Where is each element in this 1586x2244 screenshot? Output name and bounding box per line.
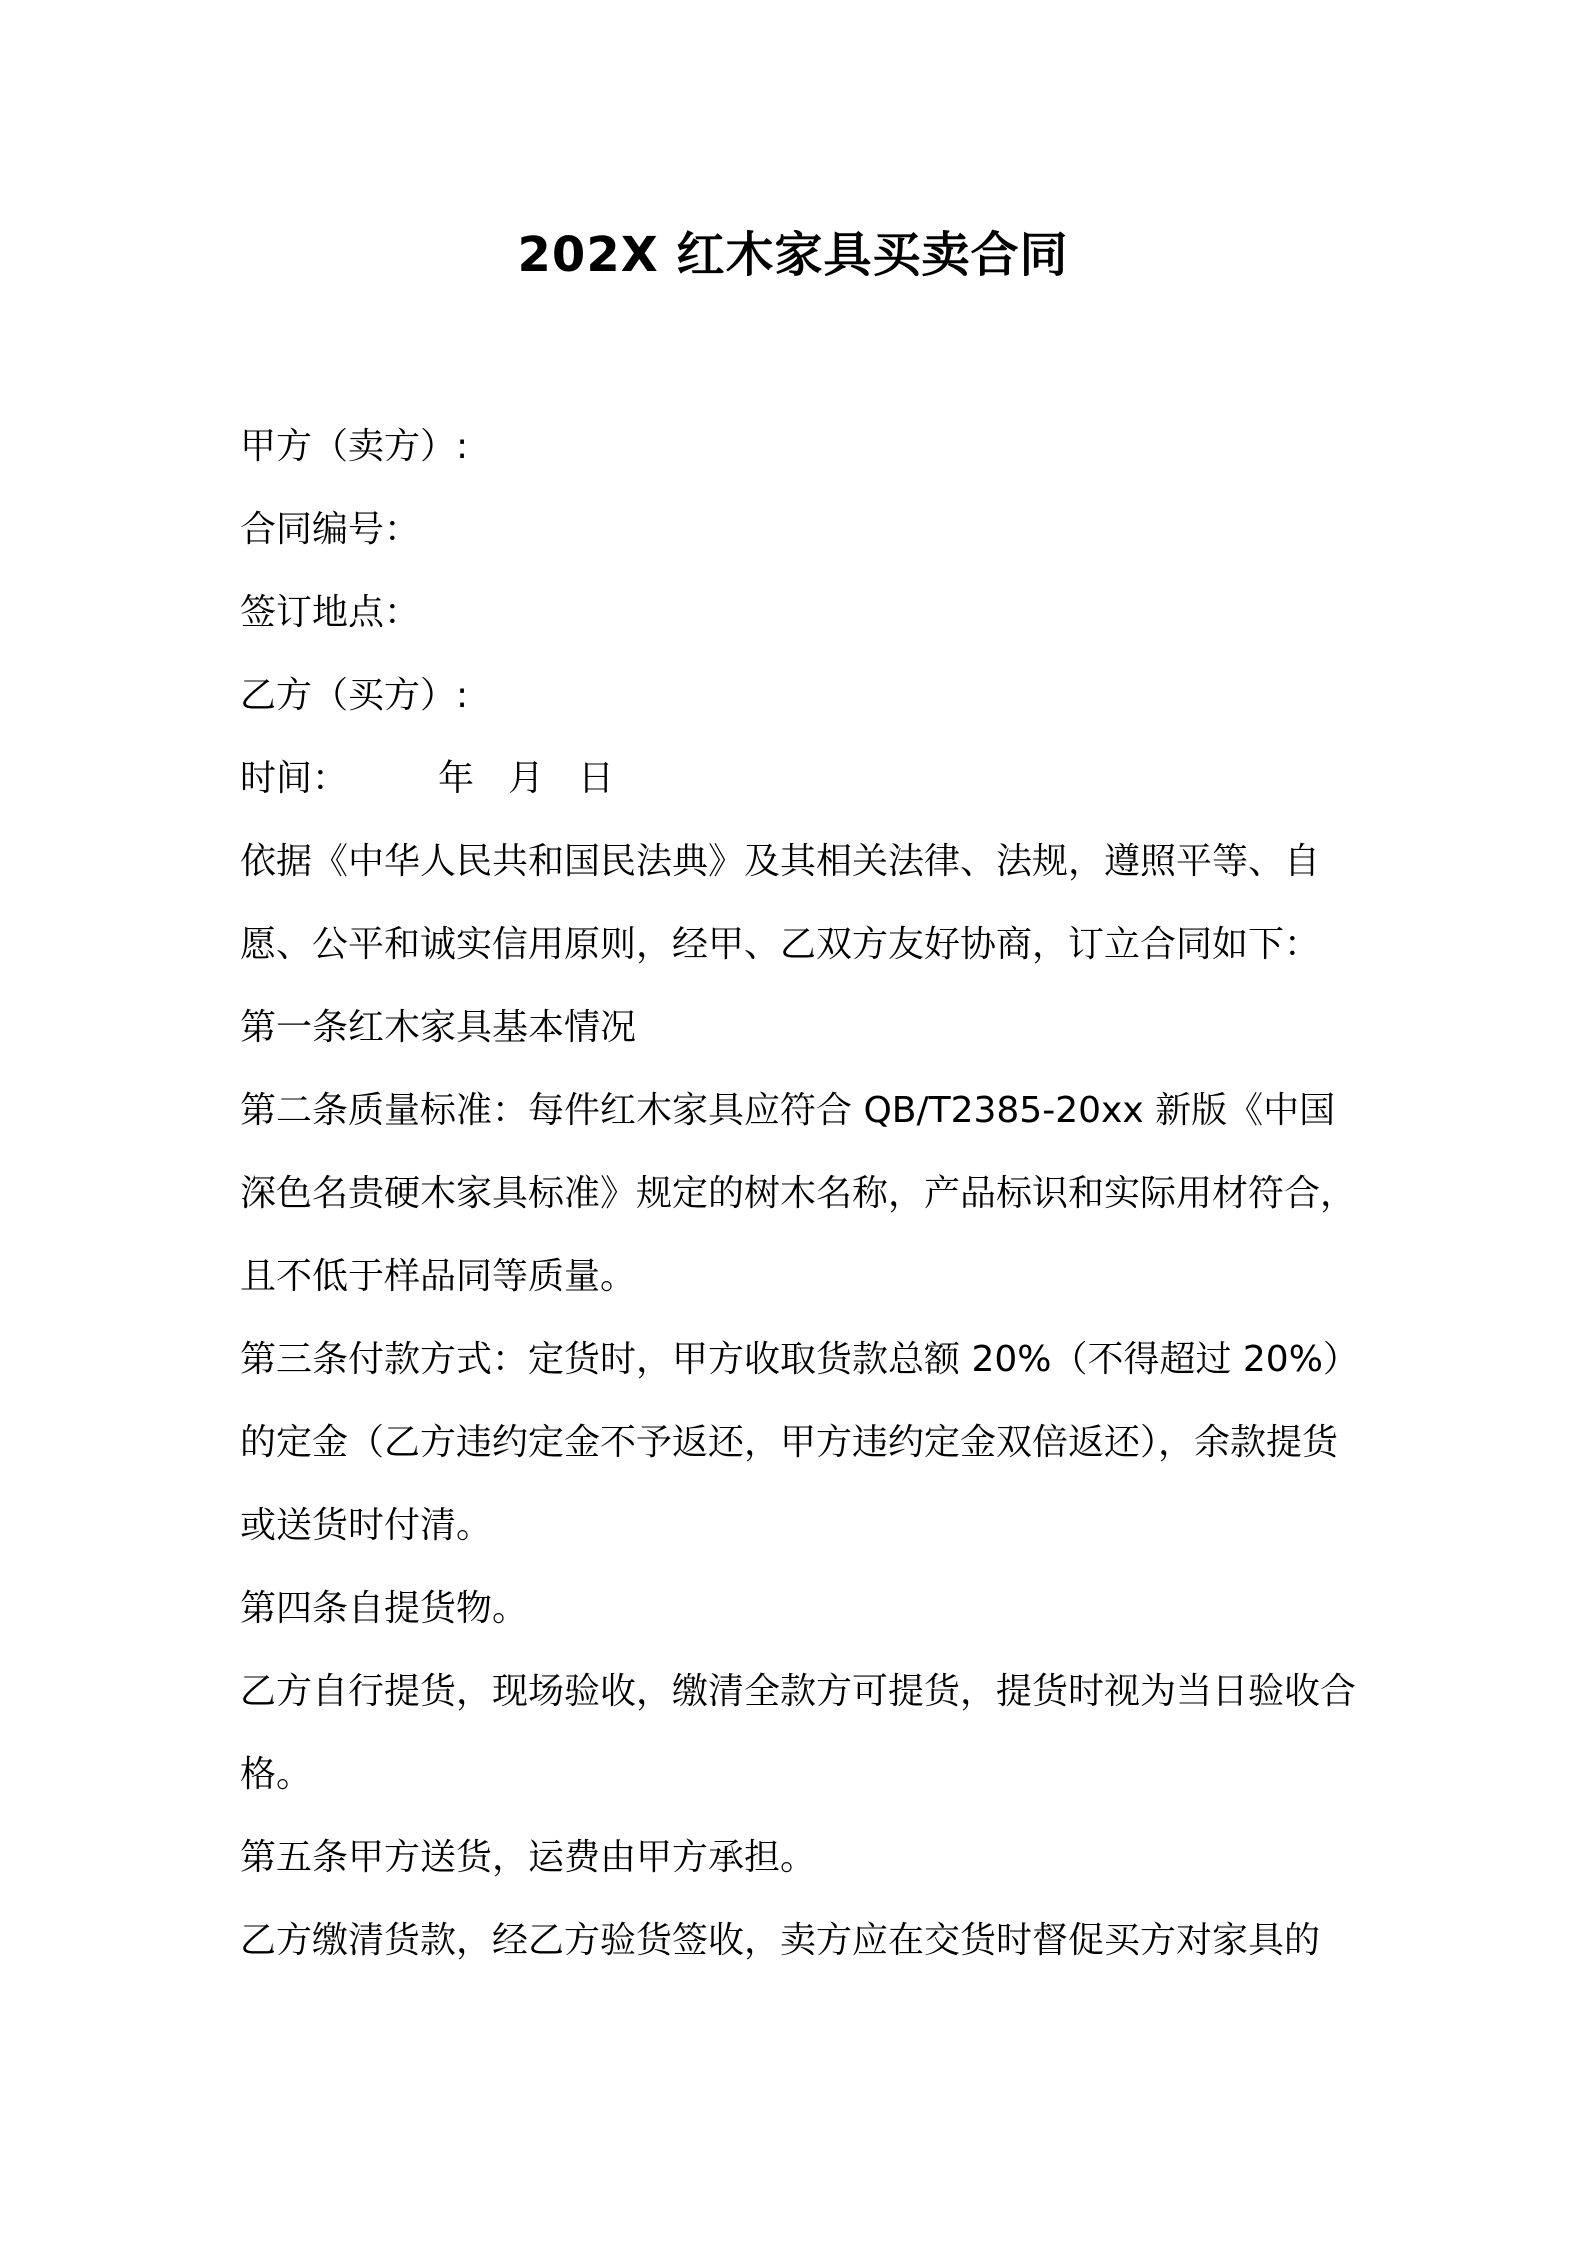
contract-number-field: 合同编号：: [240, 509, 421, 550]
party-a-field: 甲方（卖方）:: [240, 426, 469, 467]
signing-place-field: 签订地点：: [240, 592, 421, 633]
article-5-body: 乙方缴清货款，经乙方验货签收，卖方应在交货时督促买方对家具的: [240, 1920, 1321, 1961]
article-2-paragraph: 第二条质量标准：每件红木家具应符合 QB/T2385-20xx 新版《中国深色名贵硬木家具标准》规定的树木名称，产品标识和实际用材符合，且不低于样品同等质量。: [240, 1090, 1357, 1297]
article-5-heading: 第五条甲方送货，运费由甲方承担。: [240, 1837, 817, 1878]
month-label: 月: [508, 758, 545, 799]
time-label: 时间：: [240, 758, 349, 799]
intro-paragraph: 依据《中华人民共和国民法典》及其相关法律、法规，遵照平等、自愿、公平和诚实信用原则，经甲、乙双方友好协商，订立合同如下：: [240, 841, 1321, 965]
article-1-heading: 第一条红木家具基本情况: [240, 1007, 637, 1048]
date-field: [240, 737, 1370, 820]
article-4-body: 乙方自行提货，现场验收，缴清全款方可提货，提货时视为当日验收合格。: [240, 1671, 1357, 1795]
party-b-field: 乙方（买方）:: [240, 675, 469, 716]
document-title: 202X 红木家具买卖合同: [517, 227, 1069, 283]
article-3-paragraph: 第三条付款方式：定货时，甲方收取货款总额 20%（不得超过 20%）的定金（乙方违约定金不予返还，甲方违约定金双倍返还），余款提货或送货时付清。: [240, 1339, 1359, 1546]
document-body: [240, 405, 1370, 1982]
day-label: 日: [578, 758, 615, 799]
article-4-heading: 第四条自提货物。: [240, 1588, 529, 1629]
year-label: 年: [438, 758, 475, 799]
